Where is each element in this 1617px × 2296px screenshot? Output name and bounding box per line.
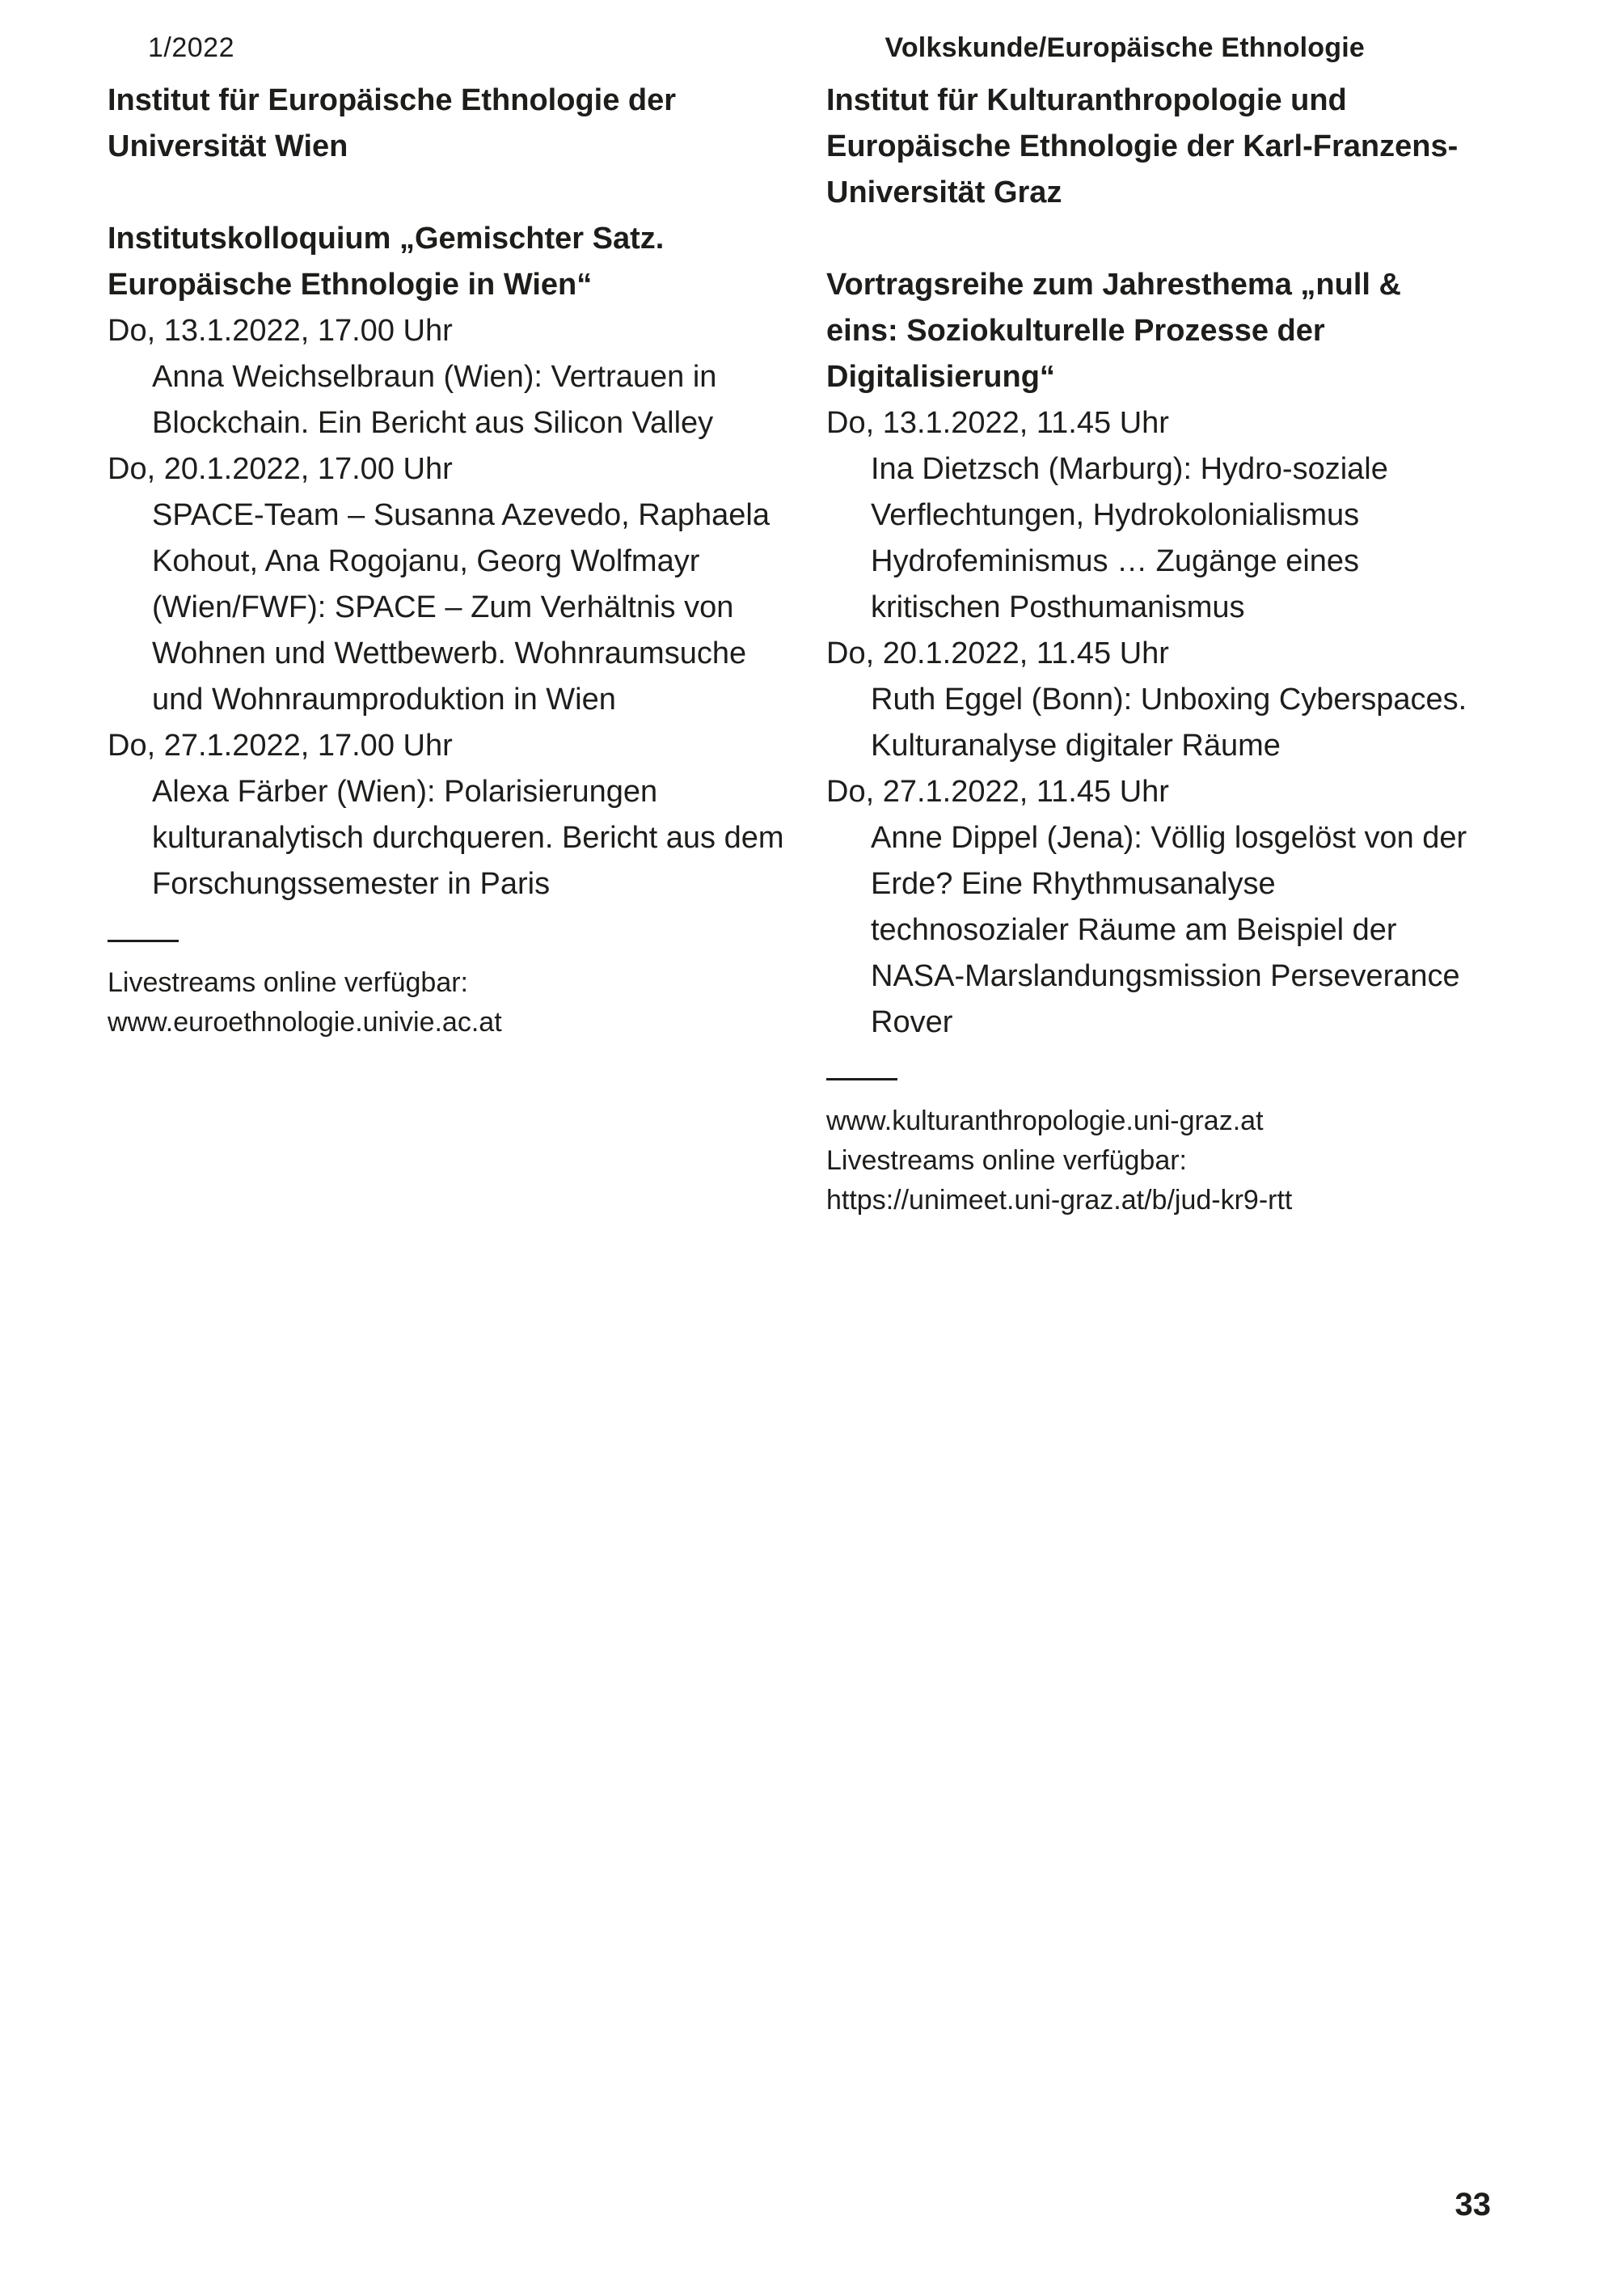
- column-left: [108, 78, 803, 1042]
- event-description: Alexa Färber (Wien): Polarisierungen kulturanalytisch durchqueren. Bericht aus dem Forschungssemester in Paris: [152, 775, 784, 901]
- page-number: 33: [1454, 2187, 1491, 2222]
- event-list: [826, 400, 1473, 1046]
- event-description: Anne Dippel (Jena): Völlig losgelöst von der Erde? Eine Rhythmusanalyse technosozialer Räume am Beispiel der NASA-Marslandungsmission Perseverance Rover: [871, 821, 1467, 1039]
- event-item: [826, 769, 1473, 1046]
- livestream-note: Livestreams online verfügbar:: [108, 967, 469, 998]
- event-date: Do, 20.1.2022, 17.00 Uhr: [108, 452, 453, 486]
- event-date: Do, 20.1.2022, 11.45 Uhr: [826, 636, 1169, 670]
- event-item: [108, 446, 803, 723]
- page-header: [148, 31, 1365, 66]
- program-title-graz: Vortragsreihe zum Jahresthema „null & eins: Soziokulturelle Prozesse der Digitalisierung“: [826, 268, 1401, 394]
- column-right: [826, 78, 1473, 1220]
- livestream-note: Livestreams online verfügbar:: [826, 1145, 1188, 1176]
- event-date: Do, 13.1.2022, 17.00 Uhr: [108, 314, 453, 348]
- event-description: SPACE-Team – Susanna Azevedo, Raphaela Kohout, Ana Rogojanu, Georg Wolfmayr (Wien/FWF): SPACE – Zum Verhältnis von Wohnen und Wettbewerb. Wohnraumsuche und Wohnraumproduktion in Wien: [152, 498, 770, 717]
- event-description: Ruth Eggel (Bonn): Unboxing Cyberspaces. Kulturanalyse digitaler Räume: [871, 683, 1467, 763]
- issue-label: 1/2022: [148, 32, 234, 63]
- event-date: Do, 27.1.2022, 11.45 Uhr: [826, 775, 1169, 809]
- event-item: [826, 400, 1473, 631]
- event-date: Do, 27.1.2022, 17.00 Uhr: [108, 729, 453, 763]
- event-date: Do, 13.1.2022, 11.45 Uhr: [826, 406, 1169, 440]
- institute-heading-wien: Institut für Europäische Ethnologie der Universität Wien: [108, 83, 677, 163]
- section-divider: [826, 1078, 897, 1080]
- program-title-wien: Institutskolloquium „Gemischter Satz. Europäische Ethnologie in Wien“: [108, 222, 665, 302]
- event-item: [108, 723, 803, 907]
- journal-title: Volkskunde/Europäische Ethnologie: [884, 32, 1365, 63]
- institute-heading-graz: Institut für Kulturanthropologie und Europäische Ethnologie der Karl-Franzens-Universität Graz: [826, 83, 1459, 209]
- event-description: Anna Weichselbraun (Wien): Vertrauen in Blockchain. Ein Bericht aus Silicon Valley: [152, 360, 717, 440]
- event-item: [108, 308, 803, 446]
- event-description: Ina Dietzsch (Marburg): Hydro-soziale Verflechtungen, Hydrokolonialismus Hydrofeminismus … Zugänge eines kritischen Posthumanismus: [871, 452, 1388, 624]
- event-item: [826, 631, 1473, 769]
- website-url[interactable]: www.euroethnologie.univie.ac.at: [108, 1007, 502, 1038]
- livestream-url[interactable]: https://unimeet.uni-graz.at/b/jud-kr9-rtt: [826, 1185, 1293, 1216]
- event-list: [108, 308, 803, 907]
- section-divider: [108, 940, 179, 942]
- website-url[interactable]: www.kulturanthropologie.uni-graz.at: [826, 1106, 1264, 1136]
